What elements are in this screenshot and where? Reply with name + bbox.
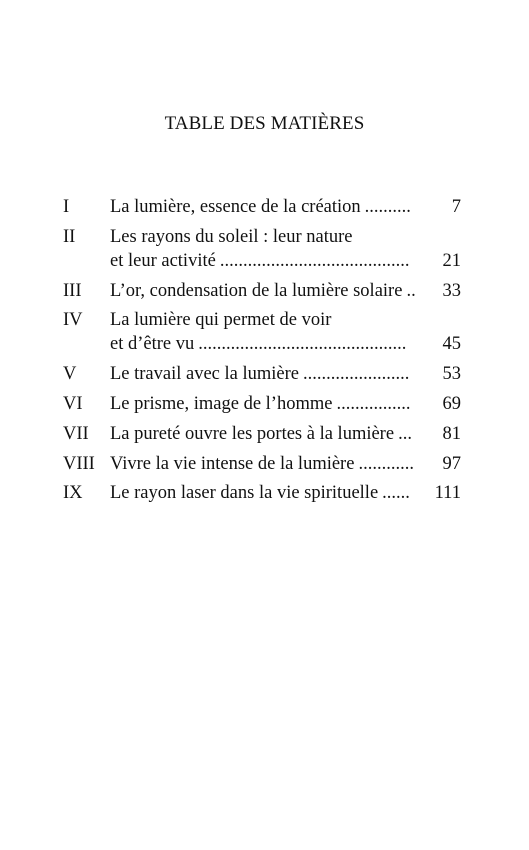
toc-entry-line — [110, 195, 461, 219]
dot-leader: ............ — [358, 453, 414, 474]
toc-entry — [63, 422, 461, 446]
chapter-title: Le prisme, image de l’homme — [110, 393, 333, 414]
chapter-title: La pureté ouvre les portes à la lumière — [110, 423, 395, 444]
toc-entry-line — [110, 452, 461, 476]
chapter-number: III — [63, 280, 82, 301]
toc-entry — [63, 481, 461, 505]
toc-entry — [63, 362, 461, 386]
chapter-title: et leur activité — [110, 250, 216, 271]
page-number: 7 — [451, 197, 461, 217]
dot-leader: ... — [398, 423, 412, 444]
chapter-title: Vivre la vie intense de la lumière — [110, 453, 355, 474]
dot-leader: ...... — [382, 483, 410, 504]
dot-leader: ....................... — [303, 364, 410, 385]
toc-entry-line — [110, 392, 461, 416]
dot-leader: .......... — [364, 197, 411, 217]
page-number: 45 — [442, 334, 461, 355]
toc-entry-line — [110, 279, 461, 303]
toc-entry-line — [110, 332, 461, 356]
page-number: 69 — [442, 393, 461, 414]
toc-entry — [63, 392, 461, 416]
toc-list — [63, 195, 461, 511]
chapter-number: IV — [63, 310, 83, 331]
page-number: 21 — [442, 250, 461, 271]
chapter-number: II — [63, 226, 76, 247]
toc-entry — [63, 452, 461, 476]
chapter-title: Le rayon laser dans la vie spirituelle — [110, 483, 379, 504]
page-number: 97 — [442, 453, 461, 474]
chapter-number: VIII — [63, 453, 95, 474]
chapter-number: I — [63, 197, 70, 217]
chapter-title: et d’être vu — [110, 334, 195, 355]
chapter-number: IX — [63, 483, 83, 504]
toc-entry — [63, 195, 461, 219]
toc-entry — [63, 308, 461, 356]
page-number: 33 — [442, 280, 461, 301]
chapter-title: La lumière, essence de la création — [110, 197, 361, 217]
toc-entry-line — [110, 481, 461, 505]
chapter-title: L’or, condensation de la lumière solaire — [110, 280, 403, 301]
toc-entry-line — [110, 362, 461, 386]
toc-entry-line — [110, 422, 461, 446]
chapter-number: VII — [63, 423, 89, 444]
toc-title: TABLE DES MATIÈRES — [164, 113, 365, 134]
chapter-number: V — [63, 364, 77, 385]
dot-leader: .. — [406, 280, 416, 301]
toc-entry — [63, 279, 461, 303]
page-number: 111 — [434, 483, 461, 504]
chapter-number: VI — [63, 393, 83, 414]
dot-leader: ......................................... — [219, 250, 410, 271]
chapter-title: Le travail avec la lumière — [110, 364, 300, 385]
page-number: 81 — [442, 423, 461, 444]
page-number: 53 — [442, 364, 461, 385]
chapter-title-line: La lumière qui permet de voir — [110, 310, 332, 331]
toc-entry-line — [110, 249, 461, 273]
dot-leader: ................ — [336, 393, 411, 414]
chapter-title-line: Les rayons du soleil : leur nature — [110, 226, 353, 247]
toc-entry — [63, 225, 461, 273]
dot-leader: ............................................. — [198, 334, 407, 355]
